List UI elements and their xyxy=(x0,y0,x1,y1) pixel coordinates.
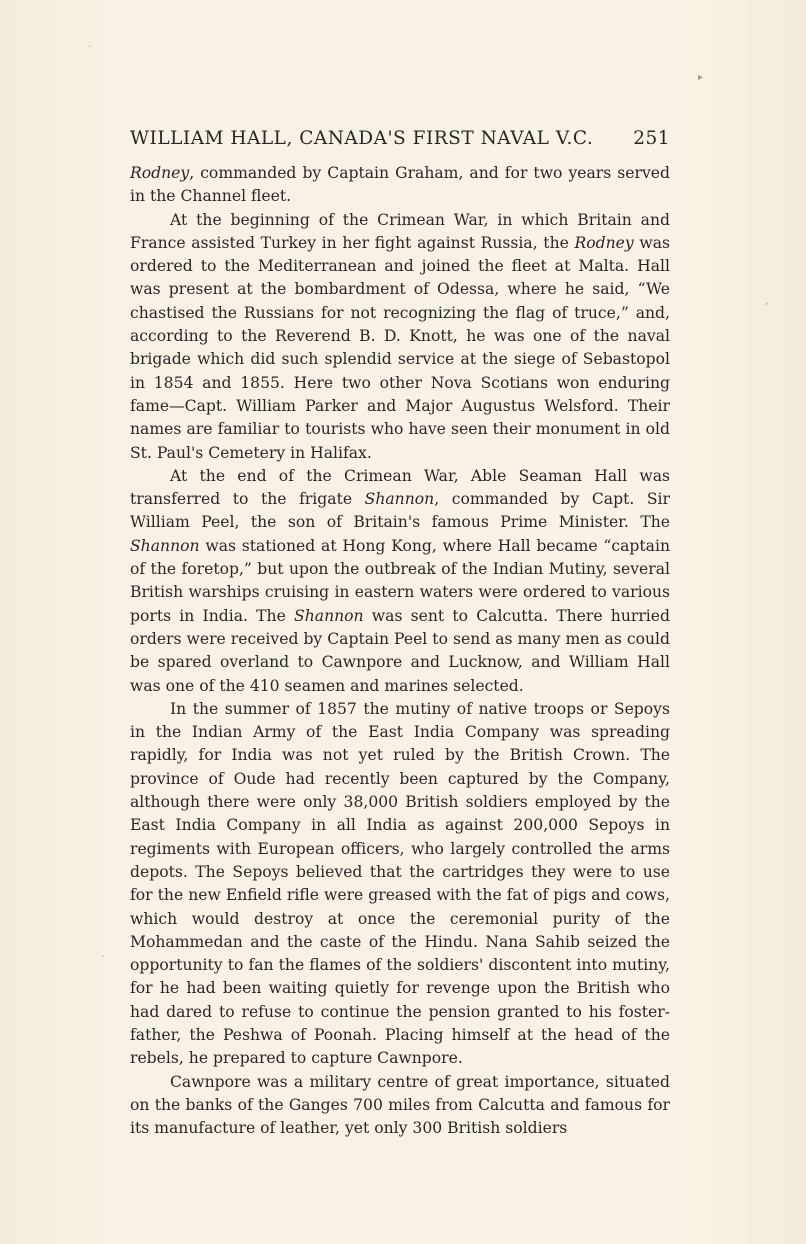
paper-speck: · xyxy=(101,952,105,963)
page-number: 251 xyxy=(633,128,670,149)
paragraph-5: Cawnpore was a military centre of great importance, situated on the banks of the Ganges 700 miles from Calcutta and famous for its manufacture of leather, yet only 300 British soldiers xyxy=(130,1072,670,1138)
ship-name: Shannon xyxy=(364,490,435,509)
paragraph-2: At the beginning of the Crimean War, in which Britain and France assisted Turkey in her fight against Russia, the Rodney was ordered to the Mediterranean and joined the fleet at Malta. Hall was present at the bombardment of Odessa, where he said, “We chastised the Russians for not recognizing the flag of truce,” and, according to the Reverend B. D. Knott, he was one of the naval brigade which did such splendid service at the siege of Sebastopol in 1854 and 1855. Here two other Nova Scotians won enduring fame—Capt. William Parker and Major Augustus Welsford. Their names are familiar to tourists who have seen their monument in old St. Paul's Cemetery in Halifax. xyxy=(130,210,671,462)
ship-name: Rodney xyxy=(130,164,190,182)
paragraph-3: At the end of the Crimean War, Able Seaman Hall was transferred to the frigate Shannon, commanded by Capt. Sir William Peel, the son of Britain's famous Prime Minister. The Shannon was stationed at Hong Kong, where Hall became “captain of the foretop,” but upon the outbreak of the Indian Mutiny, several British warships cruising in eastern waters were ordered to various ports in India. The Shannon was sent to Calcutta. There hurried orders were received by Captain Peel to send as many men as could be spared overland to Cawnpore and Lucknow, and William Hall was one of the 410 seamen and marines selected. xyxy=(130,466,670,695)
paragraph-4: In the summer of 1857 the mutiny of native troops or Sepoys in the Indian Army of the East India Company was spreading rapidly, for India was not yet ruled by the British Crown. The province of Oude had recently been captured by the Company, although there were only 38,000 British soldiers employed by the East India Company in all India as against 200,000 Sepoys in regiments with European officers, who largely controlled the arms depots. The Sepoys believed that the cartridges they were to use for the new Enfield rifle were greased with the fat of pigs and cows, which would destroy at once the ceremonial purity of the Mohammedan and the caste of the Hindu. Nana Sahib seized the opportunity to fan the flames of the soldiers' discontent into mutiny, for he had been waiting quietly for revenge upon the British who had dared to refuse to continue the pension granted to his foster-father, the Peshwa of Poonah. Placing himself at the head of the rebels, he prepared to capture Cawnpore. xyxy=(130,699,670,1068)
ship-name: Shannon xyxy=(294,606,364,625)
paper-speck: · xyxy=(88,42,92,53)
paper-speck: , xyxy=(765,296,769,307)
ship-name: Rodney xyxy=(574,233,634,252)
ship-name: Shannon xyxy=(130,536,200,555)
running-header xyxy=(130,128,670,149)
body-text xyxy=(130,162,670,1140)
paper-speck: ▸ xyxy=(698,72,704,83)
running-header-title: WILLIAM HALL, CANADA'S FIRST NAVAL V.C. xyxy=(130,128,594,149)
paragraph-1: Rodney, commanded by Captain Graham, and for two years served in the Channel fleet. xyxy=(130,164,670,206)
